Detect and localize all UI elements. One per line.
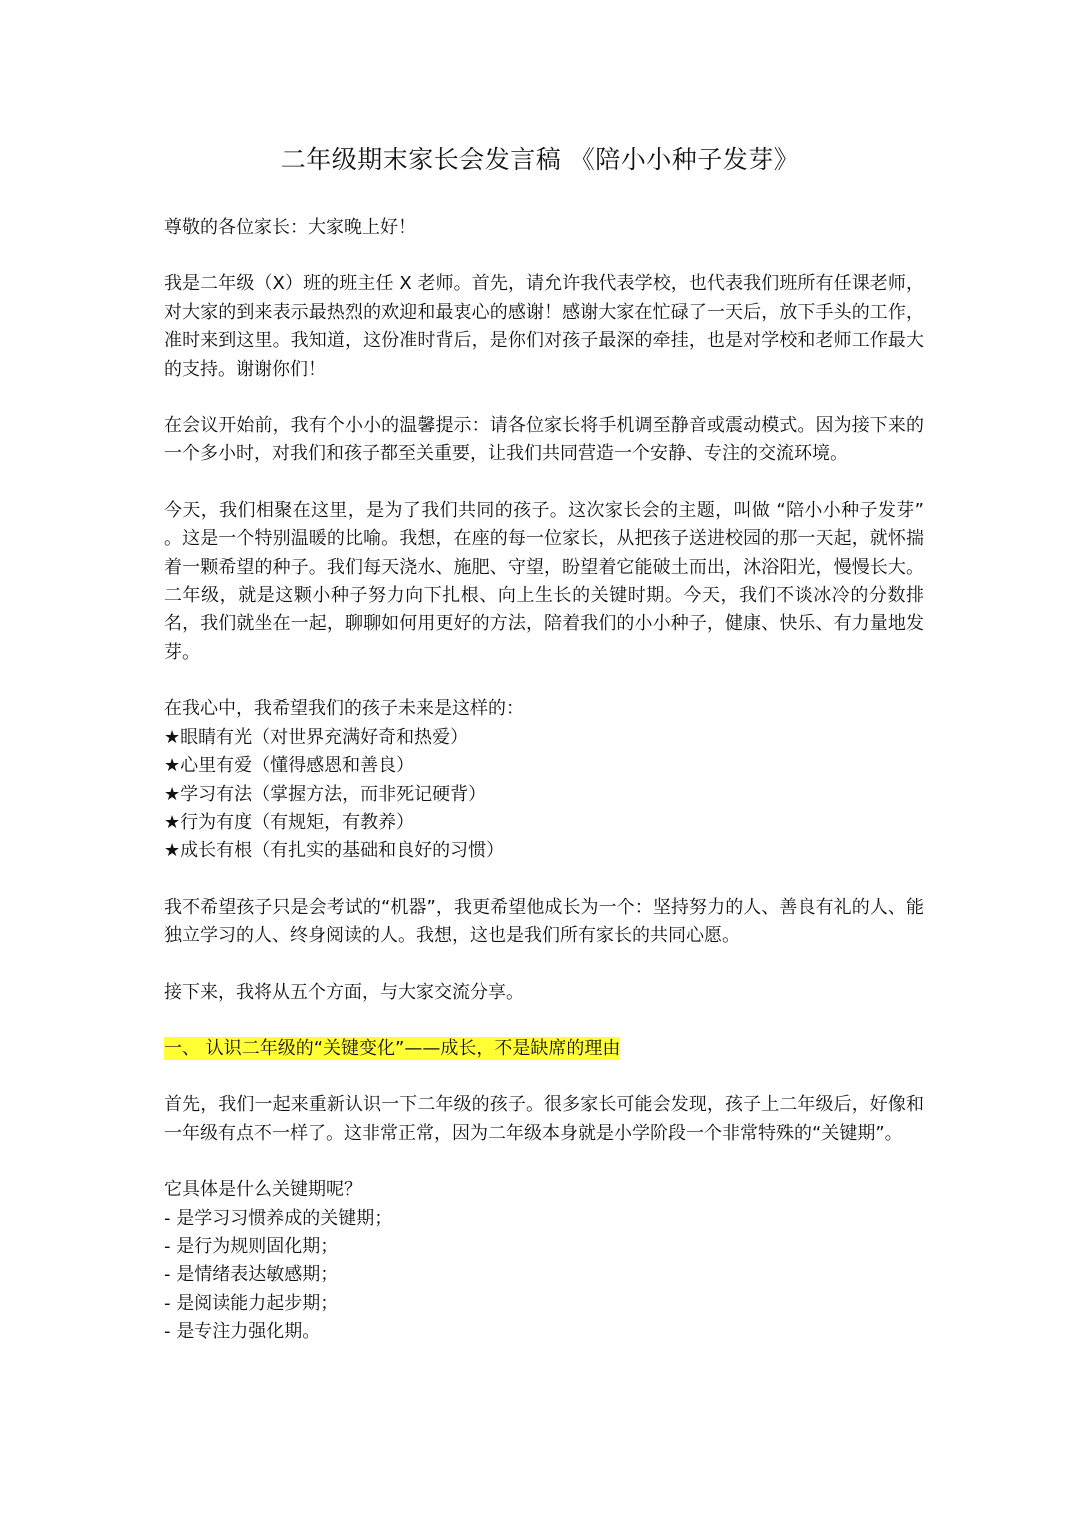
paragraph-outline: 接下来，我将从五个方面，与大家交流分享。: [164, 981, 524, 1003]
periods-list: [164, 1176, 924, 1346]
list-item: - 是情绪表达敏感期；: [164, 1264, 339, 1286]
list-item: - 是学习习惯养成的关键期；: [164, 1207, 393, 1229]
list-item: ★成长有根（有扎实的基础和良好的习惯）: [164, 840, 505, 862]
paragraph-wish: 我不希望孩子只是会考试的“机器”，我更希望他成长为一个：坚持努力的人、善良有礼的人、能独立学习的人、终身阅读的人。我想，这也是我们所有家长的共同心愿。: [164, 896, 924, 947]
list-item: - 是专注力强化期。: [164, 1321, 321, 1343]
hopes-intro: 在我心中，我希望我们的孩子未来是这样的：: [164, 698, 524, 720]
document-title: 二年级期末家长会发言稿 《陪小小种子发芽》: [280, 145, 800, 174]
list-item: ★眼睛有光（对世界充满好奇和热爱）: [164, 726, 469, 748]
list-item: ★心里有爱（懂得感恩和善良）: [164, 755, 415, 777]
greeting: 尊敬的各位家长：大家晚上好！: [164, 217, 416, 238]
hopes-list: [164, 695, 924, 865]
document-body: [164, 214, 924, 1375]
section-heading-text: 一、 认识二年级的“关键变化”——成长，不是缺席的理由: [164, 1037, 621, 1059]
list-item: ★行为有度（有规矩，有教养）: [164, 811, 415, 833]
list-item: - 是行为规则固化期；: [164, 1235, 339, 1257]
list-item: - 是阅读能力起步期；: [164, 1292, 339, 1314]
paragraph-key-period: 首先，我们一起来重新认识一下二年级的孩子。很多家长可能会发现，孩子上二年级后，好像和一年级有点不一样了。这非常正常，因为二年级本身就是小学阶段一个非常特殊的“关键期”。: [164, 1094, 924, 1144]
periods-question: 它具体是什么关键期呢？: [164, 1179, 362, 1201]
section-heading: [164, 1035, 924, 1063]
paragraph-intro: 我是二年级（X）班的班主任 X 老师。首先，请允许我代表学校，也代表我们班所有任课老师，对大家的到来表示最热烈的欢迎和最衷心的感谢！感谢大家在忙碌了一天后，放下手头的工作，准时来到这里。我知道，这份准时背后，是你们对孩子最深的牵挂，也是对学校和老师工作最大的支持。谢谢你们！: [164, 273, 924, 380]
list-item: ★学习有法（掌握方法，而非死记硬背）: [164, 783, 487, 805]
paragraph-reminder: 在会议开始前，我有个小小的温馨提示：请各位家长将手机调至静音或震动模式。因为接下来的一个多小时，对我们和孩子都至关重要，让我们共同营造一个安静、专注的交流环境。: [164, 415, 924, 465]
paragraph-theme: 今天，我们相聚在这里，是为了我们共同的孩子。这次家长会的主题，叫做 “陪小小种子发芽” 。这是一个特别温暖的比喻。我想，在座的每一位家长，从把孩子送进校园的那一天起，就怀揣着一颗希望的种子。我们每天浇水、施肥、守望，盼望着它能破土而出，沐浴阳光，慢慢长大。二年级，就是这颗小种子努力向下扎根、向上生长的关键时期。今天，我们不谈冰冷的分数排名，我们就坐在一起，聊聊如何用更好的方法，陪着我们的小小种子，健康、快乐、有力量地发芽。: [164, 499, 924, 663]
